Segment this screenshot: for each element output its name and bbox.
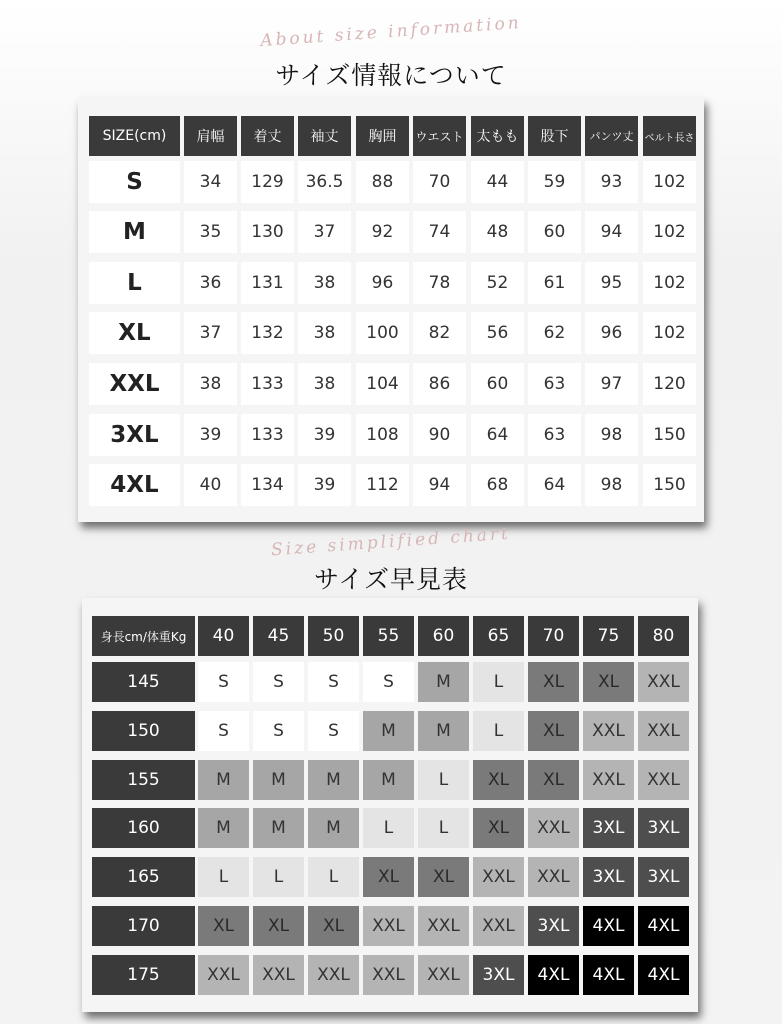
size-chart-cell: XXL bbox=[253, 955, 304, 995]
size-chart-cell: XL bbox=[308, 906, 359, 946]
size-header-8: パンツ丈 bbox=[585, 116, 638, 156]
size-value-cell: 86 bbox=[413, 363, 466, 405]
size-chart-cell: XXL bbox=[418, 955, 469, 995]
size-value-cell: 39 bbox=[298, 414, 351, 456]
size-value-cell: 62 bbox=[528, 312, 581, 354]
size-value-cell: 61 bbox=[528, 262, 581, 304]
size-value-cell: 44 bbox=[471, 161, 524, 203]
size-row-label: XL bbox=[89, 312, 180, 354]
size-chart-cell: XXL bbox=[473, 857, 524, 897]
size-chart-cell: M bbox=[363, 711, 414, 751]
height-header: 175 bbox=[92, 955, 195, 995]
size-chart-cell: XL bbox=[418, 857, 469, 897]
size-value-cell: 39 bbox=[184, 414, 237, 456]
size-value-cell: 130 bbox=[241, 211, 294, 253]
size-chart-cell: 4XL bbox=[583, 955, 634, 995]
size-value-cell: 59 bbox=[528, 161, 581, 203]
size-value-cell: 60 bbox=[471, 363, 524, 405]
size-chart-cell: XL bbox=[198, 906, 249, 946]
size-chart-cell: 4XL bbox=[583, 906, 634, 946]
size-info-table bbox=[78, 98, 704, 522]
size-value-cell: 92 bbox=[356, 211, 409, 253]
weight-header: 80 bbox=[638, 616, 689, 656]
size-chart-cell: XXL bbox=[418, 906, 469, 946]
size-chart-cell: 4XL bbox=[638, 955, 689, 995]
height-header: 165 bbox=[92, 857, 195, 897]
size-chart-cell: XL bbox=[473, 760, 524, 800]
size-value-cell: 96 bbox=[356, 262, 409, 304]
size-chart-cell: XXL bbox=[583, 760, 634, 800]
size-chart-cell: XXL bbox=[363, 906, 414, 946]
size-value-cell: 98 bbox=[585, 464, 638, 506]
size-chart-cell: XL bbox=[528, 760, 579, 800]
size-value-cell: 95 bbox=[585, 262, 638, 304]
size-value-cell: 108 bbox=[356, 414, 409, 456]
size-value-cell: 64 bbox=[471, 414, 524, 456]
size-value-cell: 129 bbox=[241, 161, 294, 203]
size-value-cell: 98 bbox=[585, 414, 638, 456]
size-chart-cell: L bbox=[363, 808, 414, 848]
size-value-cell: 102 bbox=[643, 262, 696, 304]
size-chart-cell: XL bbox=[583, 662, 634, 702]
size-value-cell: 94 bbox=[585, 211, 638, 253]
size-row-label: L bbox=[89, 262, 180, 304]
size-value-cell: 70 bbox=[413, 161, 466, 203]
size-chart-cell: M bbox=[308, 760, 359, 800]
size-chart-cell: XL bbox=[253, 906, 304, 946]
size-chart-script-title: Size simplified chart bbox=[270, 523, 512, 561]
weight-header: 50 bbox=[308, 616, 359, 656]
weight-header: 70 bbox=[528, 616, 579, 656]
size-chart-cell: S bbox=[198, 662, 249, 702]
size-value-cell: 131 bbox=[241, 262, 294, 304]
size-value-cell: 88 bbox=[356, 161, 409, 203]
size-chart-title: サイズ早見表 bbox=[313, 565, 468, 594]
size-value-cell: 74 bbox=[413, 211, 466, 253]
size-value-cell: 35 bbox=[184, 211, 237, 253]
size-value-cell: 120 bbox=[643, 363, 696, 405]
size-info-script-title: About size information bbox=[259, 12, 523, 52]
weight-header: 65 bbox=[473, 616, 524, 656]
size-chart-cell: S bbox=[363, 662, 414, 702]
size-value-cell: 102 bbox=[643, 161, 696, 203]
size-value-cell: 38 bbox=[298, 363, 351, 405]
size-chart-cell: XXL bbox=[473, 906, 524, 946]
size-chart-table bbox=[82, 598, 698, 1012]
size-chart-cell: 3XL bbox=[638, 857, 689, 897]
size-chart-cell: L bbox=[418, 808, 469, 848]
size-value-cell: 150 bbox=[643, 414, 696, 456]
size-value-cell: 60 bbox=[528, 211, 581, 253]
size-value-cell: 94 bbox=[413, 464, 466, 506]
size-value-cell: 102 bbox=[643, 312, 696, 354]
size-value-cell: 82 bbox=[413, 312, 466, 354]
size-value-cell: 40 bbox=[184, 464, 237, 506]
size-chart-cell: 3XL bbox=[583, 808, 634, 848]
size-value-cell: 38 bbox=[298, 312, 351, 354]
size-info-title: サイズ情報について bbox=[275, 61, 507, 90]
size-chart-cell: 3XL bbox=[583, 857, 634, 897]
size-header-2: 着丈 bbox=[241, 116, 294, 156]
height-header: 170 bbox=[92, 906, 195, 946]
size-row-label: 4XL bbox=[89, 464, 180, 506]
size-value-cell: 52 bbox=[471, 262, 524, 304]
size-chart-cell: XXL bbox=[638, 760, 689, 800]
size-value-cell: 64 bbox=[528, 464, 581, 506]
size-header-0: SIZE(cm) bbox=[89, 116, 180, 156]
height-header: 155 bbox=[92, 760, 195, 800]
size-chart-cell: M bbox=[418, 662, 469, 702]
size-value-cell: 100 bbox=[356, 312, 409, 354]
size-header-7: 股下 bbox=[528, 116, 581, 156]
size-row-label: 3XL bbox=[89, 414, 180, 456]
size-value-cell: 38 bbox=[184, 363, 237, 405]
size-chart-cell: XXL bbox=[528, 808, 579, 848]
size-value-cell: 38 bbox=[298, 262, 351, 304]
height-header: 160 bbox=[92, 808, 195, 848]
size-header-4: 胸囲 bbox=[356, 116, 409, 156]
size-chart-cell: XXL bbox=[363, 955, 414, 995]
size-value-cell: 133 bbox=[241, 363, 294, 405]
size-chart-cell: M bbox=[308, 808, 359, 848]
size-chart-cell: L bbox=[308, 857, 359, 897]
size-chart-cell: 4XL bbox=[638, 906, 689, 946]
size-value-cell: 133 bbox=[241, 414, 294, 456]
size-chart-cell: XXL bbox=[198, 955, 249, 995]
size-chart-cell: M bbox=[253, 760, 304, 800]
size-chart-cell: S bbox=[308, 711, 359, 751]
size-value-cell: 78 bbox=[413, 262, 466, 304]
weight-header: 60 bbox=[418, 616, 469, 656]
size-chart-cell: M bbox=[198, 808, 249, 848]
size-value-cell: 36 bbox=[184, 262, 237, 304]
size-value-cell: 134 bbox=[241, 464, 294, 506]
size-chart-cell: XL bbox=[363, 857, 414, 897]
size-value-cell: 90 bbox=[413, 414, 466, 456]
size-chart-cell: M bbox=[363, 760, 414, 800]
size-row-label: M bbox=[89, 211, 180, 253]
size-chart-cell: 3XL bbox=[473, 955, 524, 995]
size-chart-cell: XL bbox=[528, 711, 579, 751]
size-chart-cell: XL bbox=[473, 808, 524, 848]
size-chart-cell: XXL bbox=[583, 711, 634, 751]
size-value-cell: 37 bbox=[298, 211, 351, 253]
size-chart-cell: L bbox=[198, 857, 249, 897]
size-chart-cell: 4XL bbox=[528, 955, 579, 995]
size-chart-cell: S bbox=[253, 662, 304, 702]
size-value-cell: 37 bbox=[184, 312, 237, 354]
size-chart-cell: L bbox=[473, 711, 524, 751]
weight-header: 45 bbox=[253, 616, 304, 656]
size-value-cell: 97 bbox=[585, 363, 638, 405]
size-value-cell: 63 bbox=[528, 414, 581, 456]
size-chart-cell: XXL bbox=[308, 955, 359, 995]
size-value-cell: 132 bbox=[241, 312, 294, 354]
size-value-cell: 102 bbox=[643, 211, 696, 253]
size-value-cell: 34 bbox=[184, 161, 237, 203]
size-chart-cell: L bbox=[418, 760, 469, 800]
size-chart-cell: L bbox=[253, 857, 304, 897]
size-chart-cell: S bbox=[308, 662, 359, 702]
size-value-cell: 48 bbox=[471, 211, 524, 253]
size-chart-cell: 3XL bbox=[638, 808, 689, 848]
size-value-cell: 93 bbox=[585, 161, 638, 203]
size-chart-cell: L bbox=[473, 662, 524, 702]
size-chart-cell: M bbox=[198, 760, 249, 800]
size-value-cell: 36.5 bbox=[298, 161, 351, 203]
size-header-9: ベルト長さ bbox=[643, 116, 696, 156]
size-value-cell: 56 bbox=[471, 312, 524, 354]
size-value-cell: 104 bbox=[356, 363, 409, 405]
size-chart-cell: XXL bbox=[638, 711, 689, 751]
size-row-label: XXL bbox=[89, 363, 180, 405]
size-value-cell: 112 bbox=[356, 464, 409, 506]
size-header-1: 肩幅 bbox=[184, 116, 237, 156]
size-chart-cell: XXL bbox=[528, 857, 579, 897]
size-row-label: S bbox=[89, 161, 180, 203]
size-header-5: ウエスト bbox=[413, 116, 466, 156]
size-value-cell: 96 bbox=[585, 312, 638, 354]
height-header: 150 bbox=[92, 711, 195, 751]
weight-header: 75 bbox=[583, 616, 634, 656]
size-chart-cell: 3XL bbox=[528, 906, 579, 946]
size-chart-cell: S bbox=[198, 711, 249, 751]
height-header: 145 bbox=[92, 662, 195, 702]
size-header-3: 袖丈 bbox=[298, 116, 351, 156]
size-value-cell: 150 bbox=[643, 464, 696, 506]
size-chart-cell: S bbox=[253, 711, 304, 751]
chart-corner-label: 身長cm/体重Kg bbox=[92, 616, 195, 656]
size-chart-cell: XXL bbox=[638, 662, 689, 702]
weight-header: 55 bbox=[363, 616, 414, 656]
size-header-6: 太もも bbox=[471, 116, 524, 156]
size-value-cell: 39 bbox=[298, 464, 351, 506]
size-chart-cell: M bbox=[418, 711, 469, 751]
size-chart-cell: M bbox=[253, 808, 304, 848]
size-chart-cell: XL bbox=[528, 662, 579, 702]
weight-header: 40 bbox=[198, 616, 249, 656]
size-value-cell: 63 bbox=[528, 363, 581, 405]
size-value-cell: 68 bbox=[471, 464, 524, 506]
